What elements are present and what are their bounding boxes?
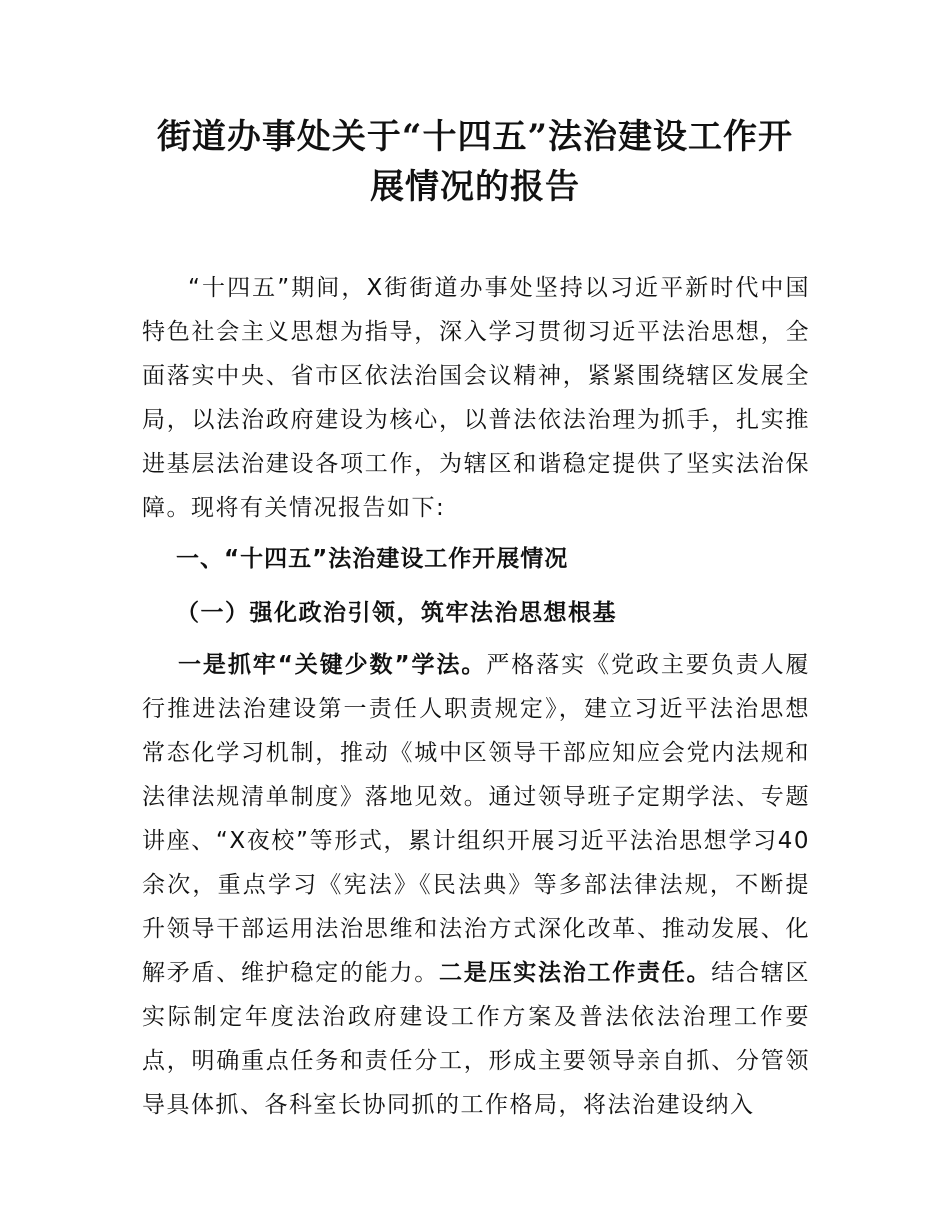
section-1-body-paragraph bbox=[142, 643, 810, 1127]
point-1-lead: 一是抓牢“关键少数”学法。 bbox=[178, 652, 487, 678]
point-2-text: 结合辖区实际制定年度法治政府建设工作方案及普法依法治理工作要点，明确重点任务和责任分工，形成主要领导亲自抓、分管领导具体抓、各科室长协同抓的工作格局，将法治建设纳入 bbox=[142, 960, 810, 1118]
report-title-line-1: 街道办事处关于“十四五”法治建设工作开 bbox=[156, 117, 794, 157]
subsection-1-heading: （一）强化政治引领，筑牢法治思想根基 bbox=[176, 600, 617, 626]
point-1-text: 严格落实《党政主要负责人履行推进法治建设第一责任人职责规定》，建立习近平法治思想常态化学习机制，推动《城中区领导干部应知应会党内法规和法律法规清单制度》落地见效。通过领导班子定期学法、专题讲座、“X夜校”等形式，累计组织开展习近平法治思想学习40余次，重点学习《宪法》《民法典》等多部法律法规，不断提升领导干部运用法治思维和法治方式深化改革、推动发展、化解矛盾、维护稳定的能力。 bbox=[142, 652, 811, 986]
section-1-heading: 一、“十四五”法治建设工作开展情况 bbox=[176, 546, 569, 572]
report-title bbox=[120, 112, 830, 212]
intro-paragraph: “十四五”期间，X街街道办事处坚持以习近平新时代中国特色社会主义思想为指导，深入学习贯彻习近平法治思想，全面落实中央、省市区依法治国会议精神，紧紧围绕辖区发展全局，以法治政府建设为核心，以普法依法治理为抓手，扎实推进基层法治建设各项工作，为辖区和谐稳定提供了坚实法治保障。现将有关情况报告如下: bbox=[142, 275, 810, 521]
point-2-lead: 二是压实法治工作责任。 bbox=[439, 960, 712, 986]
report-title-line-2: 展情况的报告 bbox=[370, 167, 580, 207]
